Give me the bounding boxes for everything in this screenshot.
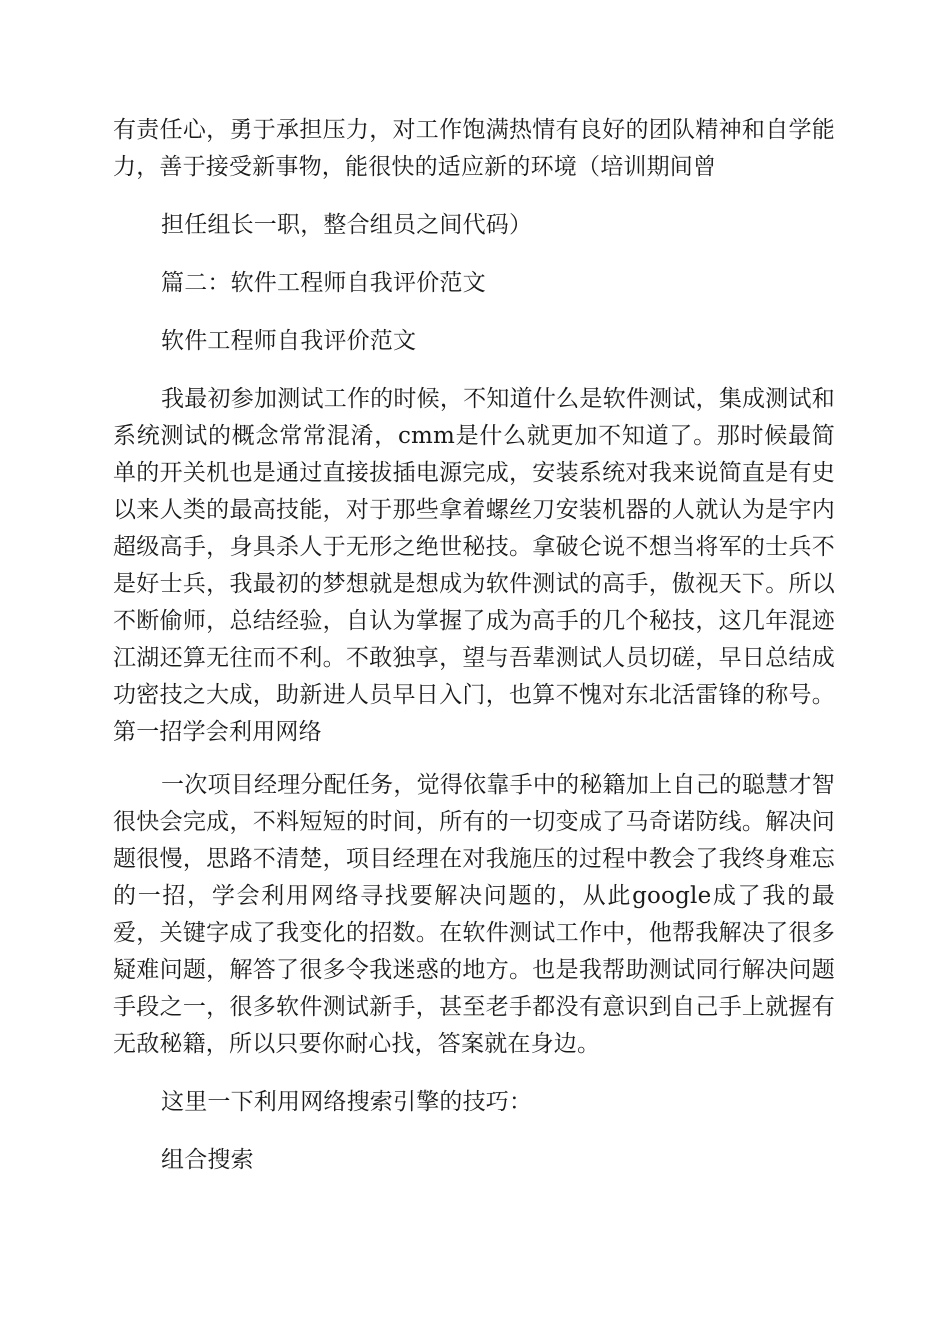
article-title: 软件工程师自我评价范文 bbox=[161, 328, 417, 354]
paragraph-testing-experience: 我最初参加测试工作的时候，不知道什么是软件测试，集成测试和系统测试的概念常常混淆，cmm是什么就更加不知道了。那时候最简单的开关机也是通过直接拔插电源完成，安装系统对我来说简直是有史以来人类的最高技能，对于那些拿着螺丝刀安装机器的人就认为是宇内超级高手，身具杀人于无形之绝世秘技。拿破仑说不想当将军的士兵不是好士兵，我最初的梦想就是想成为软件测试的高手，傲视天下。所以不断偷师，总结经验，自认为掌握了成为高手的几个秘技，这几年混迹江湖还算无往而不利。不敢独享，望与吾辈测试人员切磋，早日总结成功密技之大成，助新进人员早日入门，也算不愧对东北活雷锋的称号。第一招学会利用网络 bbox=[113, 386, 835, 745]
paragraph-project-manager-story: 一次项目经理分配任务，觉得依靠手中的秘籍加上自己的聪慧才智很快会完成，不料短短的时间，所有的一切变成了马奇诺防线。解决问题很慢，思路不清楚，项目经理在对我施压的过程中教会了我终身难忘的一招，学会利用网络寻找要解决问题的，从此google成了我的最爱，关键字成了我变化的招数。在软件测试工作中，他帮我解决了很多疑难问题，解答了很多令我迷惑的地方。也是我帮助测试同行解决问题手段之一，很多软件测试新手，甚至老手都没有意识到自己手上就握有无敌秘籍，所以只要你耐心找，答案就在身边。 bbox=[113, 772, 835, 1057]
paragraph-self-evaluation-continued: 有责任心，勇于承担压力，对工作饱满热情有良好的团队精神和自学能力，善于接受新事物，能很快的适应新的环境（培训期间曾 bbox=[113, 117, 835, 180]
subheading-combined-search: 组合搜索 bbox=[161, 1147, 254, 1173]
paragraph-team-leader-note: 担任组长一职，整合组员之间代码） bbox=[161, 212, 533, 238]
document-body bbox=[113, 112, 835, 1179]
section-heading-part-two: 篇二：软件工程师自我评价范文 bbox=[161, 270, 486, 296]
paragraph-search-tips-intro: 这里一下利用网络搜索引擎的技巧： bbox=[161, 1089, 533, 1115]
